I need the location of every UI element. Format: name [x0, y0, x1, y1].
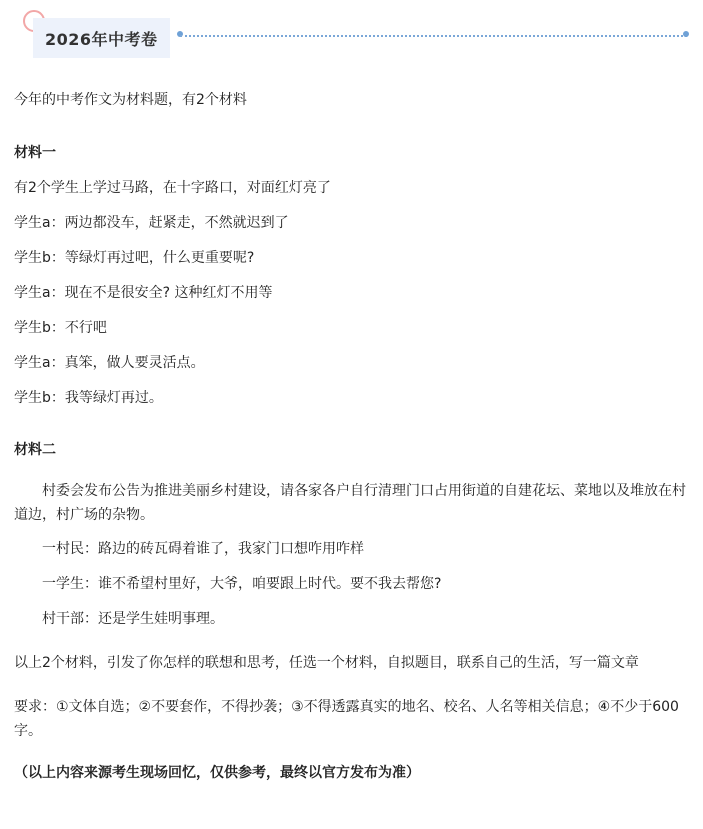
intro-paragraph: 今年的中考作文为材料题，有2个材料 — [14, 92, 247, 108]
material-two-line: 一学生：谁不希望村里好，大爷，咱要跟上时代。要不我去帮您? — [42, 576, 442, 592]
material-one-line: 有2个学生上学过马路，在十字路口，对面红灯亮了 — [14, 180, 331, 196]
section-title: 2026年中考卷 — [45, 29, 158, 49]
material-one-line: 学生a：现在不是很安全? 这种红灯不用等 — [14, 285, 273, 301]
material-one-line: 学生b：等绿灯再过吧，什么更重要呢? — [14, 250, 255, 266]
material-two-paragraph: 村委会发布公告为推进美丽乡村建设，请各家各户自行清理门口占用街道的自建花坛、菜地以及堆放在村道边，村广场的杂物。 — [14, 483, 686, 523]
divider-dot-right-icon — [683, 31, 689, 37]
material-two-heading: 材料二 — [14, 442, 56, 458]
material-one-heading: 材料一 — [14, 145, 56, 161]
article-body — [14, 88, 694, 785]
title-badge — [33, 18, 170, 58]
source-note: （以上内容来源考生现场回忆，仅供参考，最终以官方发布为准） — [14, 765, 420, 781]
material-two-line: 村干部：还是学生娃明事理。 — [42, 611, 224, 627]
requirement-paragraph: 要求：①文体自选；②不要套作，不得抄袭；③不得透露真实的地名、校名、人名等相关信息；④不少于600字。 — [14, 699, 679, 739]
dotted-divider — [180, 35, 687, 37]
material-one-line: 学生b：不行吧 — [14, 320, 107, 336]
task-paragraph: 以上2个材料，引发了你怎样的联想和思考，任选一个材料，自拟题目，联系自己的生活，写一篇文章 — [14, 655, 639, 671]
section-header — [0, 0, 703, 70]
material-two-line: 一村民：路边的砖瓦碍着谁了，我家门口想咋用咋样 — [42, 541, 364, 557]
material-one-line: 学生b：我等绿灯再过。 — [14, 390, 163, 406]
material-one-line: 学生a：两边都没车，赶紧走，不然就迟到了 — [14, 215, 289, 231]
material-one-line: 学生a：真笨，做人要灵活点。 — [14, 355, 205, 371]
